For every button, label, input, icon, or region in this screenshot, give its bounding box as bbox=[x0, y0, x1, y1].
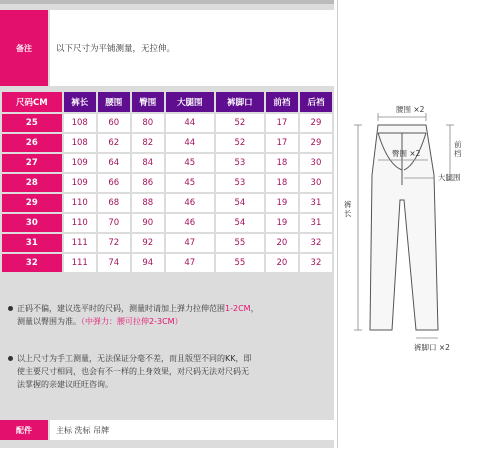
measurement-cell: 19 bbox=[266, 214, 298, 232]
bullet-2-line-2: 使主要尺寸相同，也会有不一样的上身效果，对尺码无法对尺码无 bbox=[17, 367, 249, 376]
size-cell: 27 bbox=[2, 154, 62, 172]
measurement-cell: 55 bbox=[216, 234, 264, 252]
table-row bbox=[2, 234, 332, 252]
bullet-dot-icon bbox=[8, 306, 13, 311]
hem-label: 裤脚口 ×2 bbox=[414, 343, 450, 352]
measurement-cell: 68 bbox=[98, 194, 130, 212]
measurement-cell: 52 bbox=[216, 114, 264, 132]
measurement-cell: 111 bbox=[64, 254, 96, 272]
front-rise-label: 前档 bbox=[454, 140, 462, 158]
measurement-cell: 46 bbox=[166, 194, 214, 212]
header-back-rise: 后裆 bbox=[300, 92, 332, 112]
measurement-cell: 92 bbox=[132, 234, 164, 252]
size-cell: 31 bbox=[2, 234, 62, 252]
size-cell: 28 bbox=[2, 174, 62, 192]
bullet-note-2 bbox=[8, 352, 326, 391]
measurement-cell: 110 bbox=[64, 194, 96, 212]
measurement-cell: 54 bbox=[216, 194, 264, 212]
measurement-cell: 32 bbox=[300, 254, 332, 272]
table-row bbox=[2, 134, 332, 152]
accessory-text: 主标 洗标 吊牌 bbox=[50, 420, 334, 440]
table-row bbox=[2, 214, 332, 232]
table-row bbox=[2, 114, 332, 132]
bullet-2-line-3: 法掌握的亲建议旺旺咨询。 bbox=[17, 380, 113, 389]
measurement-cell: 86 bbox=[132, 174, 164, 192]
measurement-cell: 94 bbox=[132, 254, 164, 272]
measurement-cell: 20 bbox=[266, 254, 298, 272]
measurement-cell: 46 bbox=[166, 214, 214, 232]
measurement-cell: 109 bbox=[64, 154, 96, 172]
measurement-cell: 45 bbox=[166, 174, 214, 192]
measurement-cell: 72 bbox=[98, 234, 130, 252]
measurement-cell: 53 bbox=[216, 154, 264, 172]
measurement-cell: 19 bbox=[266, 194, 298, 212]
size-cell: 32 bbox=[2, 254, 62, 272]
measurement-cell: 47 bbox=[166, 254, 214, 272]
measurement-cell: 17 bbox=[266, 114, 298, 132]
size-cell: 25 bbox=[2, 114, 62, 132]
measurement-cell: 66 bbox=[98, 174, 130, 192]
measurement-cell: 32 bbox=[300, 234, 332, 252]
table-row bbox=[2, 254, 332, 272]
measurement-cell: 45 bbox=[166, 154, 214, 172]
measurement-cell: 74 bbox=[98, 254, 130, 272]
length-label: 裤长 bbox=[344, 200, 352, 218]
bullet-1-line-2: 测量以臀围为准。 bbox=[17, 317, 81, 326]
header-thigh: 大腿围 bbox=[166, 92, 214, 112]
measurement-cell: 31 bbox=[300, 194, 332, 212]
header-front-rise: 前裆 bbox=[266, 92, 298, 112]
measurement-cell: 55 bbox=[216, 254, 264, 272]
note-label: 备注 bbox=[0, 10, 48, 86]
measurement-cell: 18 bbox=[266, 174, 298, 192]
bullet-1-stretch-note: （中弹力：腰可拉伸2-3CM） bbox=[81, 317, 183, 326]
measurement-cell: 17 bbox=[266, 134, 298, 152]
measurement-diagram-panel bbox=[337, 0, 480, 448]
measurement-cell: 31 bbox=[300, 214, 332, 232]
size-table bbox=[0, 90, 334, 274]
notes-section bbox=[0, 292, 334, 416]
size-cell: 30 bbox=[2, 214, 62, 232]
bullet-1-comma: ， bbox=[250, 304, 259, 313]
measurement-cell: 82 bbox=[132, 134, 164, 152]
bullet-2-line-1: 以上尺寸为手工测量，无法保证分毫不差，而且版型不同的KK，即 bbox=[17, 354, 252, 363]
waist-label: 腰围 ×2 bbox=[396, 105, 425, 114]
bullet-note-1 bbox=[8, 302, 326, 328]
measurement-cell: 108 bbox=[64, 114, 96, 132]
size-cell: 26 bbox=[2, 134, 62, 152]
table-row bbox=[2, 174, 332, 192]
measurement-cell: 53 bbox=[216, 174, 264, 192]
bullet-1-stretch-range: 1-2CM bbox=[225, 304, 251, 313]
bullet-dot-icon bbox=[8, 356, 13, 361]
measurement-cell: 60 bbox=[98, 114, 130, 132]
measurement-cell: 30 bbox=[300, 154, 332, 172]
measurement-cell: 108 bbox=[64, 134, 96, 152]
size-cell: 29 bbox=[2, 194, 62, 212]
measurement-cell: 80 bbox=[132, 114, 164, 132]
accessory-label: 配件 bbox=[0, 420, 48, 440]
measurement-cell: 110 bbox=[64, 214, 96, 232]
measurement-cell: 18 bbox=[266, 154, 298, 172]
table-row bbox=[2, 154, 332, 172]
jeans-measurement-diagram bbox=[338, 0, 480, 448]
measurement-cell: 47 bbox=[166, 234, 214, 252]
measurement-cell: 20 bbox=[266, 234, 298, 252]
top-divider bbox=[0, 0, 334, 4]
header-size: 尺码CM bbox=[2, 92, 62, 112]
measurement-cell: 90 bbox=[132, 214, 164, 232]
measurement-cell: 29 bbox=[300, 114, 332, 132]
measurement-cell: 70 bbox=[98, 214, 130, 232]
header-waist: 腰围 bbox=[98, 92, 130, 112]
header-hip: 臀围 bbox=[132, 92, 164, 112]
measurement-cell: 44 bbox=[166, 114, 214, 132]
thigh-label: 大腿围 bbox=[438, 173, 461, 182]
measurement-cell: 111 bbox=[64, 234, 96, 252]
hip-label: 臀围 ×2 bbox=[392, 149, 421, 158]
header-hem: 裤脚口 bbox=[216, 92, 264, 112]
measurement-cell: 44 bbox=[166, 134, 214, 152]
header-length: 裤长 bbox=[64, 92, 96, 112]
measurement-cell: 29 bbox=[300, 134, 332, 152]
measurement-cell: 84 bbox=[132, 154, 164, 172]
measurement-cell: 62 bbox=[98, 134, 130, 152]
measurement-cell: 64 bbox=[98, 154, 130, 172]
measurement-cell: 54 bbox=[216, 214, 264, 232]
measurement-cell: 30 bbox=[300, 174, 332, 192]
note-text: 以下尺寸为平铺测量，无拉伸。 bbox=[50, 10, 334, 86]
table-row bbox=[2, 194, 332, 212]
bullet-1-line-1: 正码不偏，建议选平时的尺码，测量时请加上弹力拉伸范围 bbox=[17, 304, 225, 313]
size-table-header bbox=[2, 92, 332, 112]
measurement-cell: 52 bbox=[216, 134, 264, 152]
measurement-cell: 88 bbox=[132, 194, 164, 212]
measurement-cell: 109 bbox=[64, 174, 96, 192]
